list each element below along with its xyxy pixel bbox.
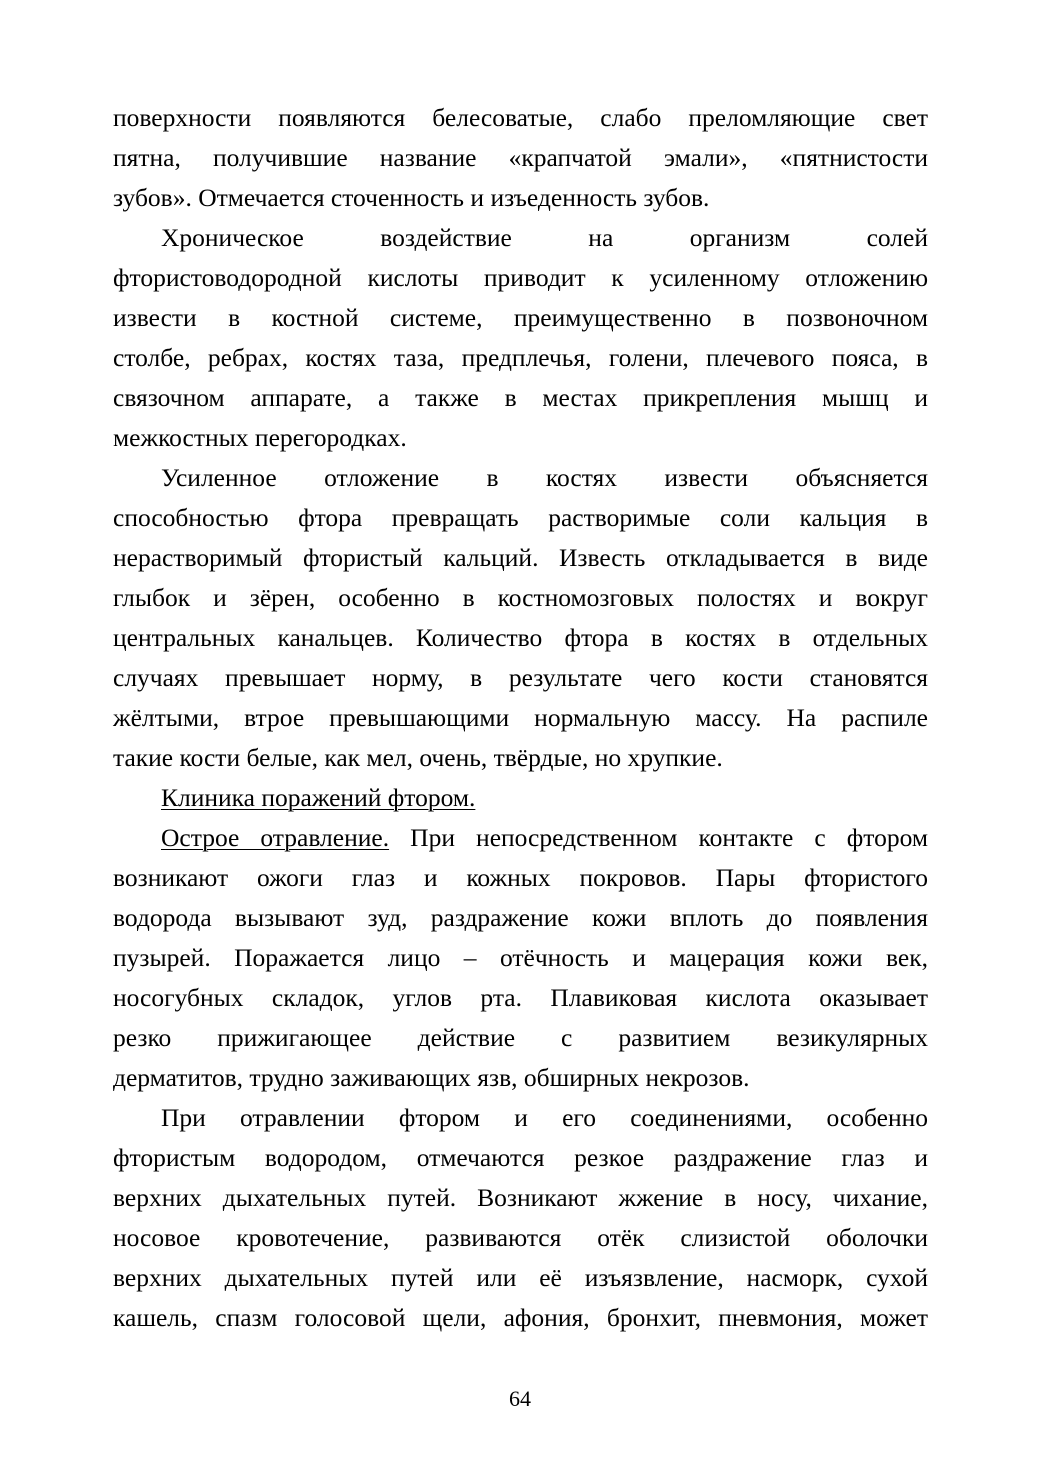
text-line: резко прижигающее действие с развитием везикулярных bbox=[113, 1023, 928, 1052]
paragraph-4 bbox=[113, 818, 928, 1098]
text-line: центральных канальцев. Количество фтора в костях в отдельных bbox=[113, 623, 928, 652]
text-line: носовое кровотечение, развиваются отёк слизистой оболочки bbox=[113, 1223, 928, 1252]
section-heading bbox=[113, 778, 928, 818]
text-line: извести в костной системе, преимущественно в позвоночном bbox=[113, 303, 928, 332]
text-line: глыбок и зёрен, особенно в костномозговых полостях и вокруг bbox=[113, 583, 928, 612]
text-line: дерматитов, трудно заживающих язв, обширных некрозов. bbox=[113, 1063, 750, 1092]
text-line: фтористоводородной кислоты приводит к усиленному отложению bbox=[113, 263, 928, 292]
text-line: межкостных перегородках. bbox=[113, 423, 407, 452]
text-line: Хроническое воздействие на организм солей bbox=[161, 223, 928, 252]
page-body bbox=[113, 98, 928, 1338]
text-line: такие кости белые, как мел, очень, твёрдые, но хрупкие. bbox=[113, 743, 723, 772]
text-line: жёлтыми, втрое превышающими нормальную массу. На распиле bbox=[113, 703, 928, 732]
subheading-acute-poisoning: Острое отравление. bbox=[161, 823, 390, 852]
text-line: возникают ожоги глаз и кожных покровов. Пары фтористого bbox=[113, 863, 928, 892]
text-line: поверхности появляются белесоватые, слабо преломляющие свет bbox=[113, 103, 928, 132]
text-line bbox=[113, 818, 928, 858]
paragraph-3 bbox=[113, 458, 928, 778]
paragraph-2 bbox=[113, 218, 928, 458]
text-line: зубов». Отмечается сточенность и изъеденность зубов. bbox=[113, 183, 710, 212]
text-line: кашель, спазм голосовой щели, афония, бронхит, пневмония, может bbox=[113, 1303, 928, 1332]
text-fragment: При непосредственном контакте с фтором bbox=[389, 823, 928, 852]
section-heading-text: Клиника поражений фтором. bbox=[161, 783, 476, 812]
text-line: верхних дыхательных путей. Возникают жжение в носу, чихание, bbox=[113, 1183, 928, 1212]
text-line: Усиленное отложение в костях извести объясняется bbox=[161, 463, 928, 492]
text-line: фтористым водородом, отмечаются резкое раздражение глаз и bbox=[113, 1143, 928, 1172]
text-line: нерастворимый фтористый кальций. Известь откладывается в виде bbox=[113, 543, 928, 572]
text-line: При отравлении фтором и его соединениями, особенно bbox=[161, 1103, 928, 1132]
paragraph-1 bbox=[113, 98, 928, 218]
text-line: пузырей. Поражается лицо – отёчность и мацерация кожи век, bbox=[113, 943, 928, 972]
paragraph-5 bbox=[113, 1098, 928, 1338]
text-line: связочном аппарате, а также в местах прикрепления мышц и bbox=[113, 383, 928, 412]
text-line: способностью фтора превращать растворимые соли кальция в bbox=[113, 503, 928, 532]
text-line: пятна, получившие название «крапчатой эмали», «пятнистости bbox=[113, 143, 928, 172]
text-line: носогубных складок, углов рта. Плавиковая кислота оказывает bbox=[113, 983, 928, 1012]
text-line: водорода вызывают зуд, раздражение кожи вплоть до появления bbox=[113, 903, 928, 932]
text-line: столбе, ребрах, костях таза, предплечья, голени, плечевого пояса, в bbox=[113, 343, 928, 372]
page-number: 64 bbox=[509, 1386, 531, 1411]
text-line: верхних дыхательных путей или её изъязвление, насморк, сухой bbox=[113, 1263, 928, 1292]
text-line: случаях превышает норму, в результате чего кости становятся bbox=[113, 663, 928, 692]
